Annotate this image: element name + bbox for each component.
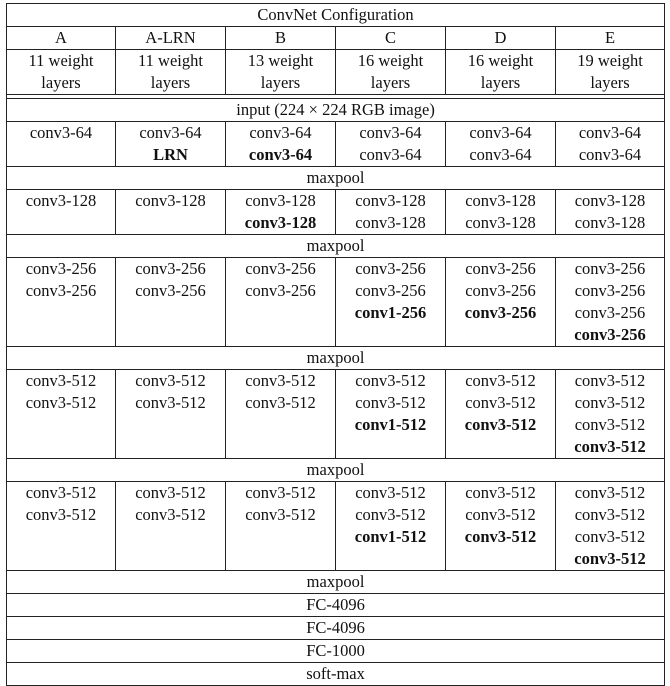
layer-entry: conv3-256 [574,259,646,278]
layer-cell [336,122,446,167]
layer-entry: conv3-64 [359,123,422,142]
layer-entry: conv3-512 [135,483,206,502]
layer-entry: conv3-512 [574,371,646,390]
column-header-0: A [7,27,116,50]
layer-entry: conv3-128 [25,191,97,210]
weight-layers-line: 19 weight [577,51,643,70]
layer-cell [116,190,226,235]
weight-layers-line: layers [480,73,521,92]
layer-entry: conv3-512 [25,393,97,412]
layer-cell [336,482,446,571]
layer-entry: conv3-512 [574,549,646,568]
layer-cell [116,258,226,347]
layer-entry: conv3-512 [574,505,646,524]
tail-layer-row: FC-4096 [7,594,665,617]
layer-entry: conv3-256 [465,281,536,300]
weight-layers-cell [336,50,446,95]
layer-entry: conv3-128 [355,191,426,210]
tail-layer-row: soft-max [7,663,665,686]
column-header-1: A-LRN [116,27,226,50]
layer-cell [116,122,226,167]
layer-entry: conv3-256 [464,303,537,322]
layer-entry: conv3-512 [574,483,646,502]
layer-cell [7,258,116,347]
layer-entry: conv3-512 [245,505,316,524]
layer-entry: conv3-256 [25,281,97,300]
maxpool-row: maxpool [7,167,665,190]
weight-layers-line: layers [41,73,81,92]
layer-entry: conv1-512 [354,415,427,434]
layer-entry: conv3-128 [245,191,316,210]
weight-layers-cell [556,50,665,95]
layer-entry: conv3-256 [135,281,206,300]
input-row: input (224 × 224 RGB image) [7,99,665,122]
weight-layers-line: 13 weight [247,51,314,70]
weight-layers-line: 11 weight [28,51,94,70]
layer-entry: conv3-64 [249,123,312,142]
layer-entry: conv3-64 [578,145,642,164]
layer-cell [446,122,556,167]
layer-cell [7,122,116,167]
layer-entry: conv3-512 [355,483,426,502]
layer-entry: conv3-256 [25,259,97,278]
layer-entry: conv3-256 [245,259,316,278]
layer-entry: conv3-512 [574,415,646,434]
table-title: ConvNet Configuration [7,4,665,27]
layer-entry: conv3-256 [135,259,206,278]
layer-entry: conv3-512 [465,393,536,412]
layer-entry: conv3-512 [464,527,537,546]
weight-layers-line: 16 weight [357,51,424,70]
layer-entry: conv3-256 [355,281,426,300]
layer-entry: conv3-512 [574,437,646,456]
layer-cell [446,482,556,571]
maxpool-row: maxpool [7,571,665,594]
layer-entry: conv3-512 [245,483,316,502]
layer-entry: conv3-512 [245,393,316,412]
layer-entry: LRN [153,145,188,164]
maxpool-row: maxpool [7,347,665,370]
layer-entry: conv3-512 [465,505,536,524]
layer-cell [226,482,336,571]
weight-layers-line: 11 weight [138,51,203,70]
layer-entry: conv3-128 [574,191,646,210]
layer-entry: conv3-128 [244,213,317,232]
layer-cell [7,482,116,571]
weight-layers-line: layers [150,73,191,92]
layer-entry: conv3-512 [25,505,97,524]
weight-layers-line: layers [590,73,630,92]
layer-entry: conv3-512 [135,371,206,390]
weight-layers-line: layers [260,73,301,92]
layer-entry: conv3-128 [574,213,646,232]
tail-layer-row: FC-4096 [7,617,665,640]
weight-layers-line: layers [370,73,411,92]
layer-entry: conv3-64 [469,145,532,164]
layer-entry: conv3-64 [139,123,202,142]
layer-cell [556,122,665,167]
layer-cell [556,482,665,571]
layer-entry: conv3-256 [574,325,646,344]
weight-layers-cell [226,50,336,95]
layer-cell [336,258,446,347]
layer-cell [116,370,226,459]
layer-cell [226,190,336,235]
layer-cell [556,190,665,235]
layer-entry: conv3-512 [355,505,426,524]
layer-entry: conv3-512 [465,483,536,502]
layer-cell [226,370,336,459]
column-header-4: D [446,27,556,50]
weight-layers-cell [116,50,226,95]
layer-entry: conv3-512 [355,393,426,412]
layer-entry: conv3-256 [465,259,536,278]
layer-cell [556,258,665,347]
layer-entry: conv3-64 [578,123,642,142]
layer-cell [336,190,446,235]
layer-entry: conv3-256 [245,281,316,300]
layer-entry: conv3-512 [25,371,97,390]
layer-entry: conv3-512 [245,371,316,390]
layer-cell [556,370,665,459]
layer-entry: conv3-512 [25,483,97,502]
layer-cell [226,258,336,347]
layer-cell [446,190,556,235]
layer-cell [116,482,226,571]
layer-cell [446,370,556,459]
column-header-2: B [226,27,336,50]
layer-entry: conv3-128 [465,213,536,232]
column-header-5: E [556,27,665,50]
layer-cell [446,258,556,347]
layer-entry: conv3-128 [355,213,426,232]
layer-entry: conv3-256 [574,281,646,300]
layer-entry: conv3-128 [465,191,536,210]
layer-entry: conv3-512 [574,393,646,412]
layer-cell [7,370,116,459]
maxpool-row: maxpool [7,235,665,258]
layer-entry: conv3-256 [574,303,646,322]
convnet-config-table [6,3,665,686]
layer-entry: conv3-64 [469,123,532,142]
layer-cell [7,190,116,235]
layer-entry: conv3-64 [359,145,422,164]
weight-layers-cell [446,50,556,95]
layer-entry: conv3-128 [135,191,206,210]
tail-layer-row: FC-1000 [7,640,665,663]
layer-entry: conv3-64 [29,123,93,142]
column-header-3: C [336,27,446,50]
layer-entry: conv3-512 [135,505,206,524]
layer-entry: conv3-512 [135,393,206,412]
layer-cell [336,370,446,459]
layer-entry: conv3-64 [248,145,313,164]
layer-entry: conv3-512 [465,371,536,390]
layer-cell [226,122,336,167]
layer-entry: conv3-512 [574,527,646,546]
layer-entry: conv3-512 [355,371,426,390]
maxpool-row: maxpool [7,459,665,482]
layer-entry: conv3-256 [355,259,426,278]
weight-layers-line: 16 weight [467,51,534,70]
weight-layers-cell [7,50,116,95]
layer-entry: conv1-256 [354,303,427,322]
layer-entry: conv3-512 [464,415,537,434]
layer-entry: conv1-512 [354,527,427,546]
